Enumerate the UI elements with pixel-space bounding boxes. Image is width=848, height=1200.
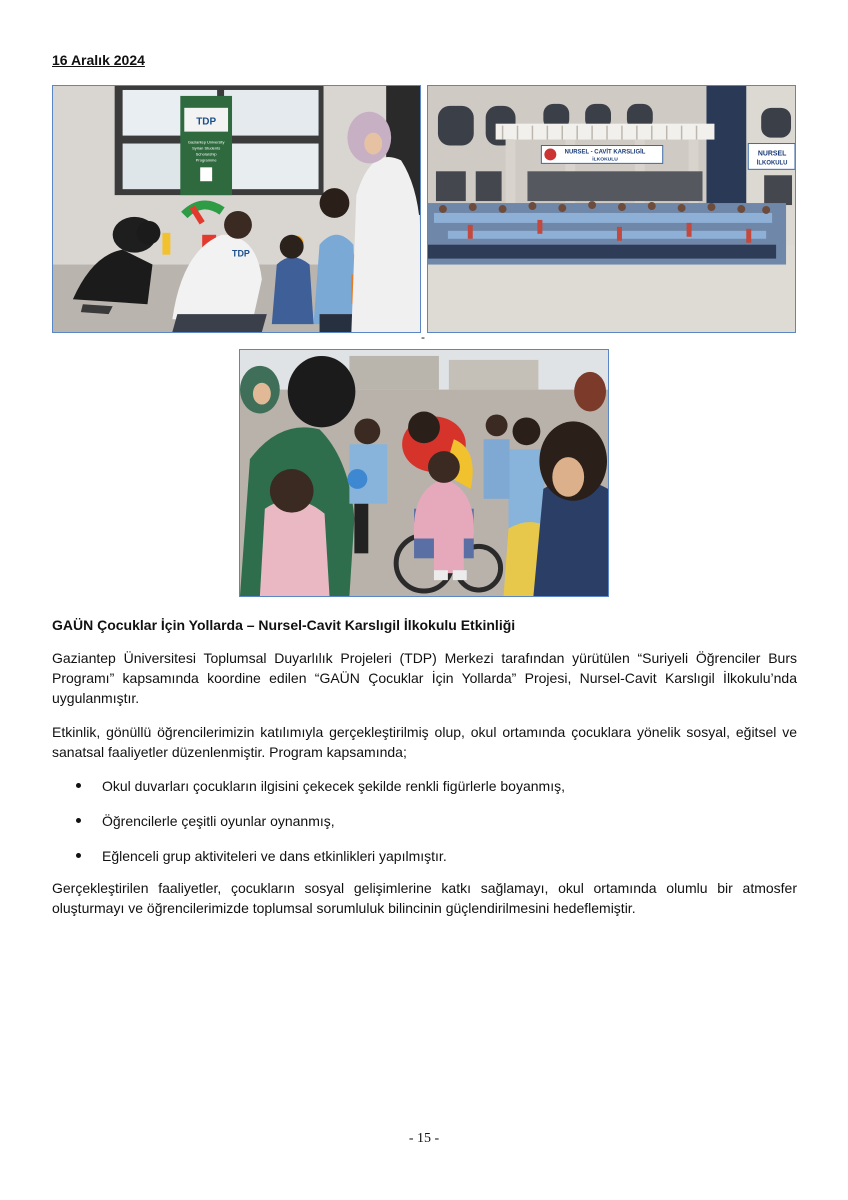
sign-logo-text: TDP [196,116,217,128]
photo-separator: - [421,330,425,344]
bullet-icon [76,818,81,823]
sign-text-line2: Syrian Students [192,145,221,151]
conclusion-paragraph: Gerçekleştirilen faaliyetler, çocukların sosyal gelişimlerine katkı sağlamayı, okul ortamında olumlu bir atmosfer oluşturmayı ve öğrencilerimizde toplumsal sorumluluk bilincinin güçlendirilmesini hedeflemiştir. [52,880,797,916]
article-heading: GAÜN Çocuklar İçin Yollarda – Nursel-Cavit Karslıgil İlkokulu Etkinliği [52,617,516,633]
page-number: - 15 - [408,1131,440,1146]
bullet-icon [76,783,81,788]
banner-right-line1: NURSEL [757,150,787,158]
bullet-icon [76,853,81,858]
wall-painting-photo [52,85,421,333]
list-item-text: Okul duvarları çocukların ilgisini çekecek şekilde renkli figürlerle boyanmış, [102,778,565,794]
list-item-text: Eğlenceli grup aktiviteleri ve dans etkinlikleri yapılmıştır. [102,848,447,864]
banner-left-line1: NURSEL - CAVİT KARSLIGİL [564,149,646,156]
list-item [52,776,797,796]
banner-left-line2: İLKOKULU [592,157,618,163]
banner-right-line2: İLKOKULU [756,160,788,167]
list-item [52,846,797,866]
activity-paragraph: Etkinlik, gönüllü öğrencilerimizin katılımıyla gerçekleştirilmiş olup, okul ortamında çocuklara yönelik sosyal, eğitsel ve sanatsal faaliyetler düzenlenmiştir. Program kapsamında; [52,724,797,760]
school-crowd-photo [427,85,796,333]
list-item-text: Öğrencilerle çeşitli oyunlar oynanmış, [102,813,335,829]
intro-paragraph: Gaziantep Üniversitesi Toplumsal Duyarlılık Projeleri (TDP) Merkezi tarafından yürütülen “Suriyeli Öğrenciler Burs Programı” kapsamında koordine edilen “GAÜN Çocuklar İçin Yollarda” Projesi, Nursel-Cavit Karslıgil İlkokulu’nda uygulanmıştır. [52,650,797,706]
sign-text-line4: Programme [195,157,217,163]
wheelchair-children-photo [239,349,609,597]
sign-text-line1: Gaziantep University [187,139,225,145]
report-date: 16 Aralık 2024 [52,52,145,68]
sign-text-line3: Scholarship [195,151,217,157]
list-item [52,811,797,831]
activity-list [52,776,797,881]
shirt-logo-text: TDP [232,248,250,259]
